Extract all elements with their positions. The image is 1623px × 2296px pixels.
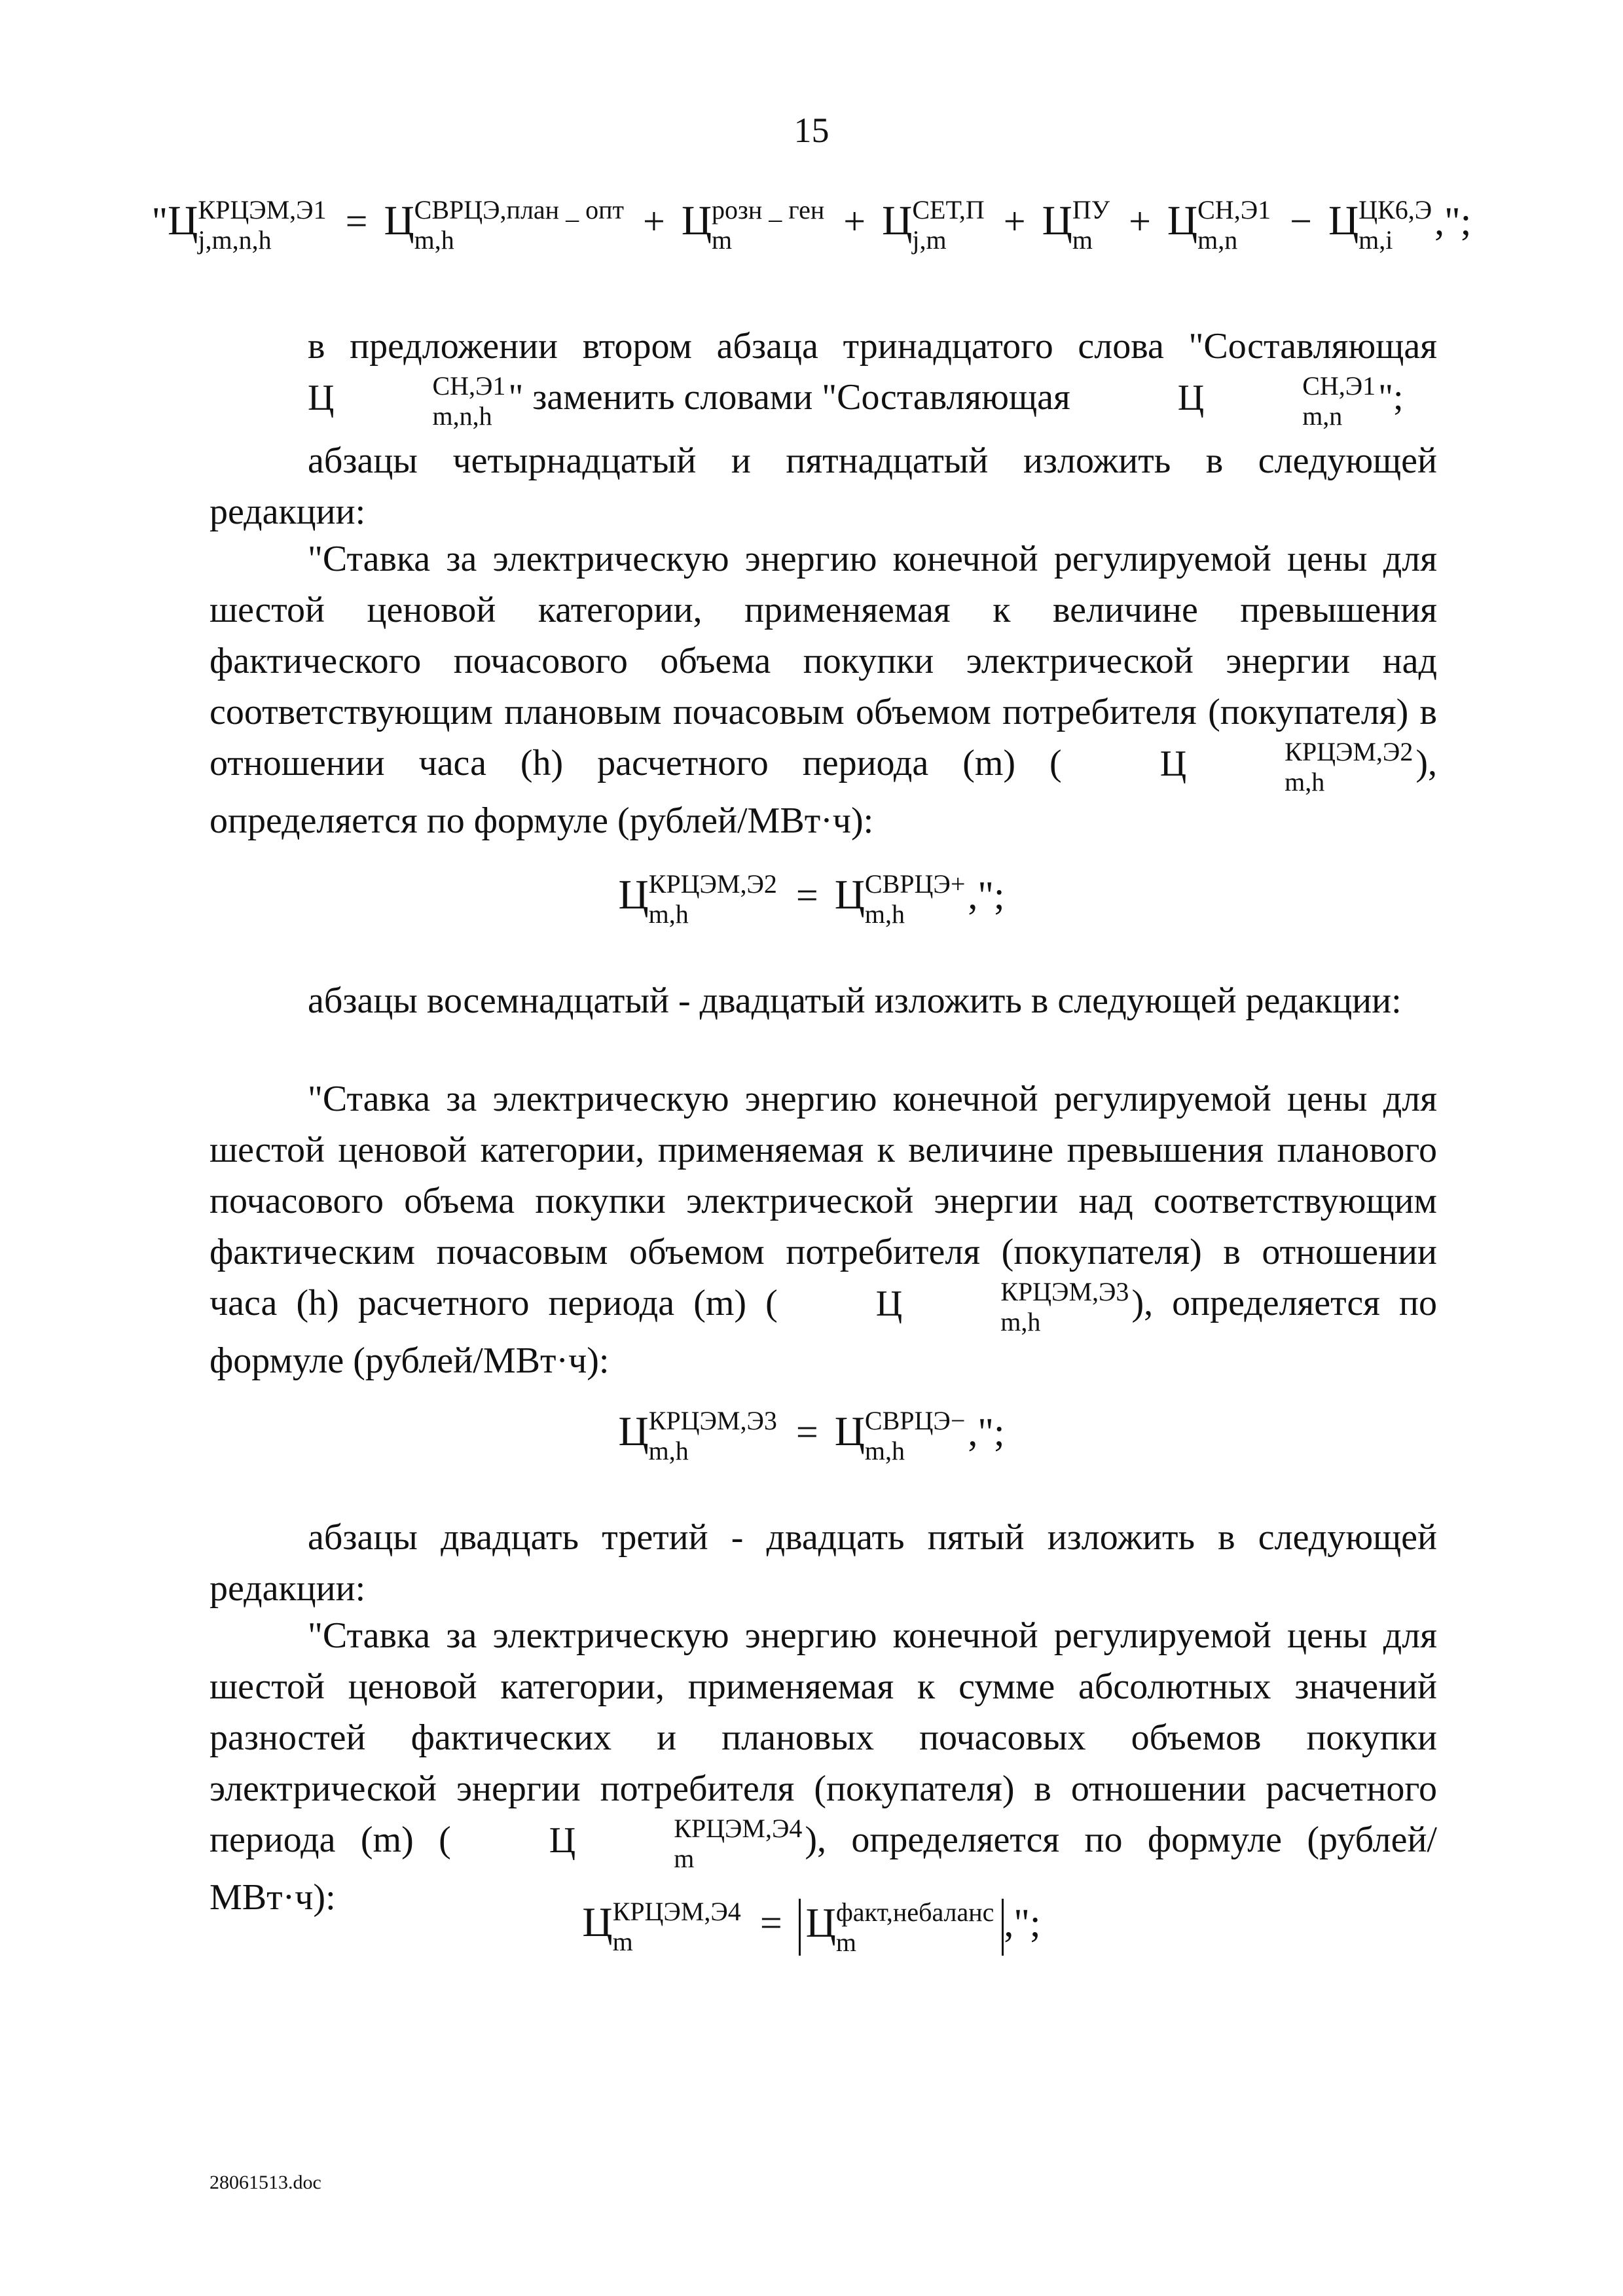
superscript: КРЦЭМ,Э3 — [1000, 1276, 1129, 1306]
subscript: m,h — [864, 899, 905, 929]
subscript: m — [674, 1843, 695, 1873]
plus-sign: + — [642, 200, 665, 243]
subscript: j,m — [912, 225, 947, 255]
paragraph-rate-e4 — [210, 1610, 1437, 1927]
plus-sign: + — [843, 200, 866, 243]
formula-tail: ,"; — [968, 1410, 1005, 1454]
equals-sign: = — [759, 1901, 782, 1945]
subscript: m — [712, 225, 733, 255]
subscript: m,i — [1359, 225, 1393, 255]
formula-3 — [0, 1407, 1623, 1464]
superscript: розн _ ген — [712, 195, 825, 225]
open-quote: " — [151, 200, 168, 243]
formula-symbol: Ц — [1167, 197, 1198, 243]
superscript: факт,небаланс — [835, 1897, 994, 1927]
page-number: 15 — [793, 111, 830, 150]
superscript: ПУ — [1072, 195, 1110, 225]
subscript: m,h — [648, 899, 689, 929]
paragraph-amendment-1 — [210, 321, 1437, 429]
formula-symbol: Ц — [618, 1408, 649, 1454]
formula-symbol: Ц — [875, 1283, 903, 1324]
formula-symbol: Ц — [1177, 377, 1205, 418]
superscript: КРЦЭМ,Э4 — [674, 1813, 803, 1843]
inline-formula — [1080, 372, 1378, 429]
equals-sign: = — [795, 874, 818, 917]
subscript: m — [1072, 225, 1093, 255]
formula-tail: ,"; — [1434, 200, 1472, 243]
formula-symbol: Ц — [805, 1899, 836, 1946]
superscript: СВРЦЭ− — [864, 1406, 966, 1436]
paragraph-text: "Ставка за электрическую энергию конечной регулируемой цены для шестой ценовой категории, применяемая к величине превышения фактического почасового объема покупки электрической энергии над соответствующим плановым почасовым объемом потребителя (покупателя) в отношении часа (h) расчетного периода (m) ( — [210, 539, 1437, 783]
subscript: m,n — [1197, 225, 1238, 255]
formula-symbol: Ц — [549, 1820, 576, 1861]
superscript: ЦК6,Э — [1359, 195, 1432, 225]
formula-symbol: Ц — [582, 1899, 613, 1945]
formula-symbol: Ц — [882, 197, 913, 243]
superscript: КРЦЭМ,Э2 — [648, 869, 777, 899]
inline-formula — [778, 1278, 1132, 1335]
paragraph-text: "; — [1378, 377, 1404, 418]
paragraph-amendment-4: абзацы двадцать третий - двадцать пятый изложить в следующей редакции: — [210, 1517, 1437, 1609]
formula-symbol: Ц — [384, 197, 414, 243]
paragraph-rate-e2 — [210, 533, 1437, 846]
formula-tail: ,"; — [968, 874, 1005, 917]
inline-formula — [451, 1815, 805, 1872]
formula-symbol: Ц — [618, 871, 649, 918]
superscript: КРЦЭМ,Э3 — [648, 1406, 777, 1436]
subscript: m,h — [1000, 1306, 1041, 1336]
subscript: m,n — [1302, 401, 1343, 431]
formula-tail: ,"; — [1004, 1901, 1041, 1945]
inline-formula — [210, 372, 508, 429]
paragraph-text: "Ставка за электрическую энергию конечной регулируемой цены для шестой ценовой категории, применяемая к сумме абсолютных значений разностей фактических и плановых почасовых объемов покупки электрической энергии потребителя (покупателя) в отношении расчетного периода (m) ( — [210, 1615, 1437, 1860]
paragraph-rate-e3 — [210, 1073, 1437, 1386]
subscript: m,h — [648, 1436, 689, 1466]
subscript: m,h — [864, 1436, 905, 1466]
formula-symbol: Ц — [168, 197, 198, 243]
paragraph-text: в предложении втором абзаца тринадцатого слова "Составляющая — [308, 326, 1437, 367]
subscript: m,h — [1285, 766, 1325, 797]
formula-symbol: Ц — [681, 197, 712, 243]
inline-formula — [1062, 738, 1416, 795]
superscript: КРЦЭМ,Э1 — [198, 195, 327, 225]
paragraph-text: " заменить словами "Составляющая — [508, 377, 1070, 418]
minus-sign: − — [1290, 200, 1312, 243]
formula-symbol: Ц — [1159, 743, 1187, 784]
footer-filename: 28061513.doc — [210, 2172, 321, 2193]
formula-symbol: Ц — [834, 1408, 865, 1454]
superscript: СЕТ,П — [912, 195, 985, 225]
paragraph-amendment-3: абзацы восемнадцатый - двадцатый изложить в следующей редакции: — [308, 980, 1402, 1021]
paragraph-text: ), определяется по формуле (рублей/МВт·ч): — [210, 743, 1437, 841]
subscript: m — [612, 1927, 633, 1957]
formula-symbol: Ц — [308, 377, 335, 418]
superscript: СН,Э1 — [1302, 370, 1376, 401]
formula-1 — [0, 196, 1623, 253]
superscript: СВРЦЭ,план _ опт — [414, 195, 624, 225]
superscript: СН,Э1 — [1197, 195, 1271, 225]
plus-sign: + — [1129, 200, 1151, 243]
paragraph-text: "Ставка за электрическую энергию конечной регулируемой цены для шестой ценовой категории, применяемая к величине превышения планового почасового объема покупки электрической энергии над соответствующим фактическим почасовым объемом потребителя (покупателя) в отношении часа (h) расчетного периода (m) ( — [210, 1079, 1437, 1323]
formula-2 — [0, 870, 1623, 927]
paragraph-text: ), определяется по формуле (рублей/МВт·ч): — [210, 1820, 1437, 1918]
plus-sign: + — [1003, 200, 1026, 243]
formula-symbol: Ц — [834, 871, 865, 918]
formula-symbol: Ц — [1042, 197, 1072, 243]
subscript: m,h — [414, 225, 454, 255]
subscript: m,n,h — [432, 401, 492, 431]
formula-4 — [0, 1898, 1623, 1956]
paragraph-text: ), определяется по формуле (рублей/МВт·ч): — [210, 1283, 1437, 1381]
paragraph-amendment-2: абзацы четырнадцатый и пятнадцатый изложить в следующей редакции: — [210, 440, 1437, 532]
equals-sign: = — [795, 1410, 818, 1454]
absolute-value-bars — [799, 1899, 1004, 1956]
equals-sign: = — [345, 200, 368, 243]
subscript: m — [835, 1927, 856, 1957]
superscript: СВРЦЭ+ — [864, 869, 966, 899]
subscript: j,m,n,h — [198, 225, 272, 255]
superscript: КРЦЭМ,Э2 — [1285, 736, 1413, 766]
superscript: КРЦЭМ,Э4 — [612, 1897, 741, 1927]
formula-symbol: Ц — [1328, 197, 1359, 243]
superscript: СН,Э1 — [432, 370, 506, 401]
